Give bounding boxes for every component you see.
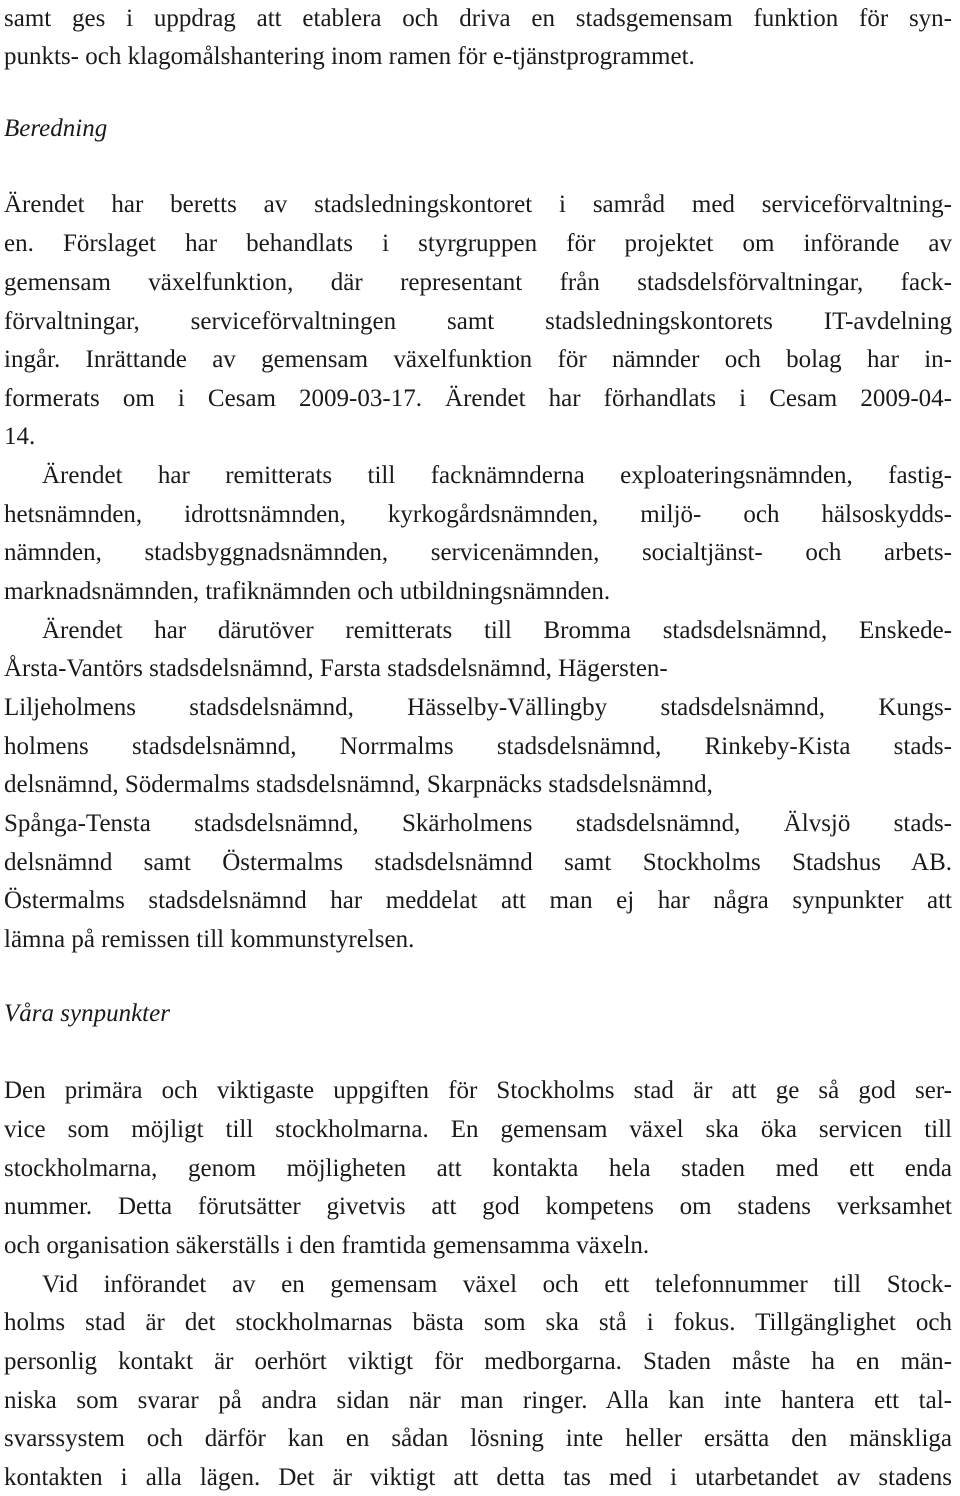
text-line: Ärendet har därutöver remitterats till Bromma stadsdelsnämnd, Enskede- xyxy=(42,617,952,644)
text-line: personlig kontakt är oerhört viktigt för medborgarna. Staden måste ha en män- xyxy=(4,1348,952,1375)
text-line: en. Förslaget har behandlats i styrgruppen för projektet om införande av xyxy=(4,230,952,257)
text-line: Den primära och viktigaste uppgiften för Stockholms stad är att ge så god ser- xyxy=(4,1077,952,1104)
text-line: Ärendet har remitterats till facknämnderna exploateringsnämnden, fastig- xyxy=(42,462,952,489)
text-line: marknadsnämnden, trafiknämnden och utbildningsnämnden. xyxy=(4,578,611,605)
text-line: punkts- och klagomålshantering inom ramen för e-tjänstprogrammet. xyxy=(4,43,695,70)
text-line: vice som möjligt till stockholmarna. En gemensam växel ska öka servicen till xyxy=(4,1116,952,1143)
text-line: Spånga-Tensta stadsdelsnämnd, Skärholmens stadsdelsnämnd, Älvsjö stads- xyxy=(4,810,952,837)
text-line: nämnden, stadsbyggnadsnämnden, servicenämnden, socialtjänst- och arbets- xyxy=(4,539,952,566)
section-heading-vara-synpunkter: Våra synpunkter xyxy=(4,1000,170,1027)
text-line: förvaltningar, serviceförvaltningen samt stadsledningskontorets IT-avdelning xyxy=(4,308,952,335)
text-line: gemensam växelfunktion, där representant från stadsdelsförvaltningar, fack- xyxy=(4,269,952,296)
text-line: holmens stadsdelsnämnd, Norrmalms stadsdelsnämnd, Rinkeby-Kista stads- xyxy=(4,733,952,760)
text-line: holms stad är det stockholmarnas bästa som ska stå i fokus. Tillgänglighet och xyxy=(4,1309,952,1336)
text-line: svarssystem och därför kan en sådan lösning inte heller ersätta den mänskliga xyxy=(4,1425,952,1452)
text-line: stockholmarna, genom möjligheten att kontakta hela staden med ett enda xyxy=(4,1155,952,1182)
text-line: nummer. Detta förutsätter givetvis att god kompetens om stadens verksamhet xyxy=(4,1193,952,1220)
text-line: ingår. Inrättande av gemensam växelfunktion för nämnder och bolag har in- xyxy=(4,346,952,373)
text-line: niska som svarar på andra sidan när man ringer. Alla kan inte hantera ett tal- xyxy=(4,1387,952,1414)
text-line: Årsta-Vantörs stadsdelsnämnd, Farsta stadsdelsnämnd, Hägersten- xyxy=(4,655,668,682)
text-line: och organisation säkerställs i den framtida gemensamma växeln. xyxy=(4,1232,650,1259)
text-line: kontakten i alla lägen. Det är viktigt att detta tas med i utarbetandet av stadens xyxy=(4,1464,952,1491)
text-line: Ärendet har beretts av stadsledningskontoret i samråd med serviceförvaltning- xyxy=(4,191,952,218)
text-line: lämna på remissen till kommunstyrelsen. xyxy=(4,926,415,953)
section-heading-beredning: Beredning xyxy=(4,115,108,142)
text-line: Östermalms stadsdelsnämnd har meddelat att man ej har några synpunkter att xyxy=(4,887,952,914)
text-line: delsnämnd samt Östermalms stadsdelsnämnd samt Stockholms Stadshus AB. xyxy=(4,849,952,876)
text-line: 14. xyxy=(4,423,36,450)
text-line: hetsnämnden, idrottsnämnden, kyrkogårdsnämnden, miljö- och hälsoskydds- xyxy=(4,501,952,528)
text-line: Vid införandet av en gemensam växel och ett telefonnummer till Stock- xyxy=(42,1271,952,1298)
text-line: Liljeholmens stadsdelsnämnd, Hässelby-Vällingby stadsdelsnämnd, Kungs- xyxy=(4,694,952,721)
text-line: samt ges i uppdrag att etablera och driva en stadsgemensam funktion för syn- xyxy=(4,5,952,32)
text-line: delsnämnd, Södermalms stadsdelsnämnd, Skarpnäcks stadsdelsnämnd, xyxy=(4,771,713,798)
text-line: formerats om i Cesam 2009-03-17. Ärendet har förhandlats i Cesam 2009-04- xyxy=(4,385,952,412)
